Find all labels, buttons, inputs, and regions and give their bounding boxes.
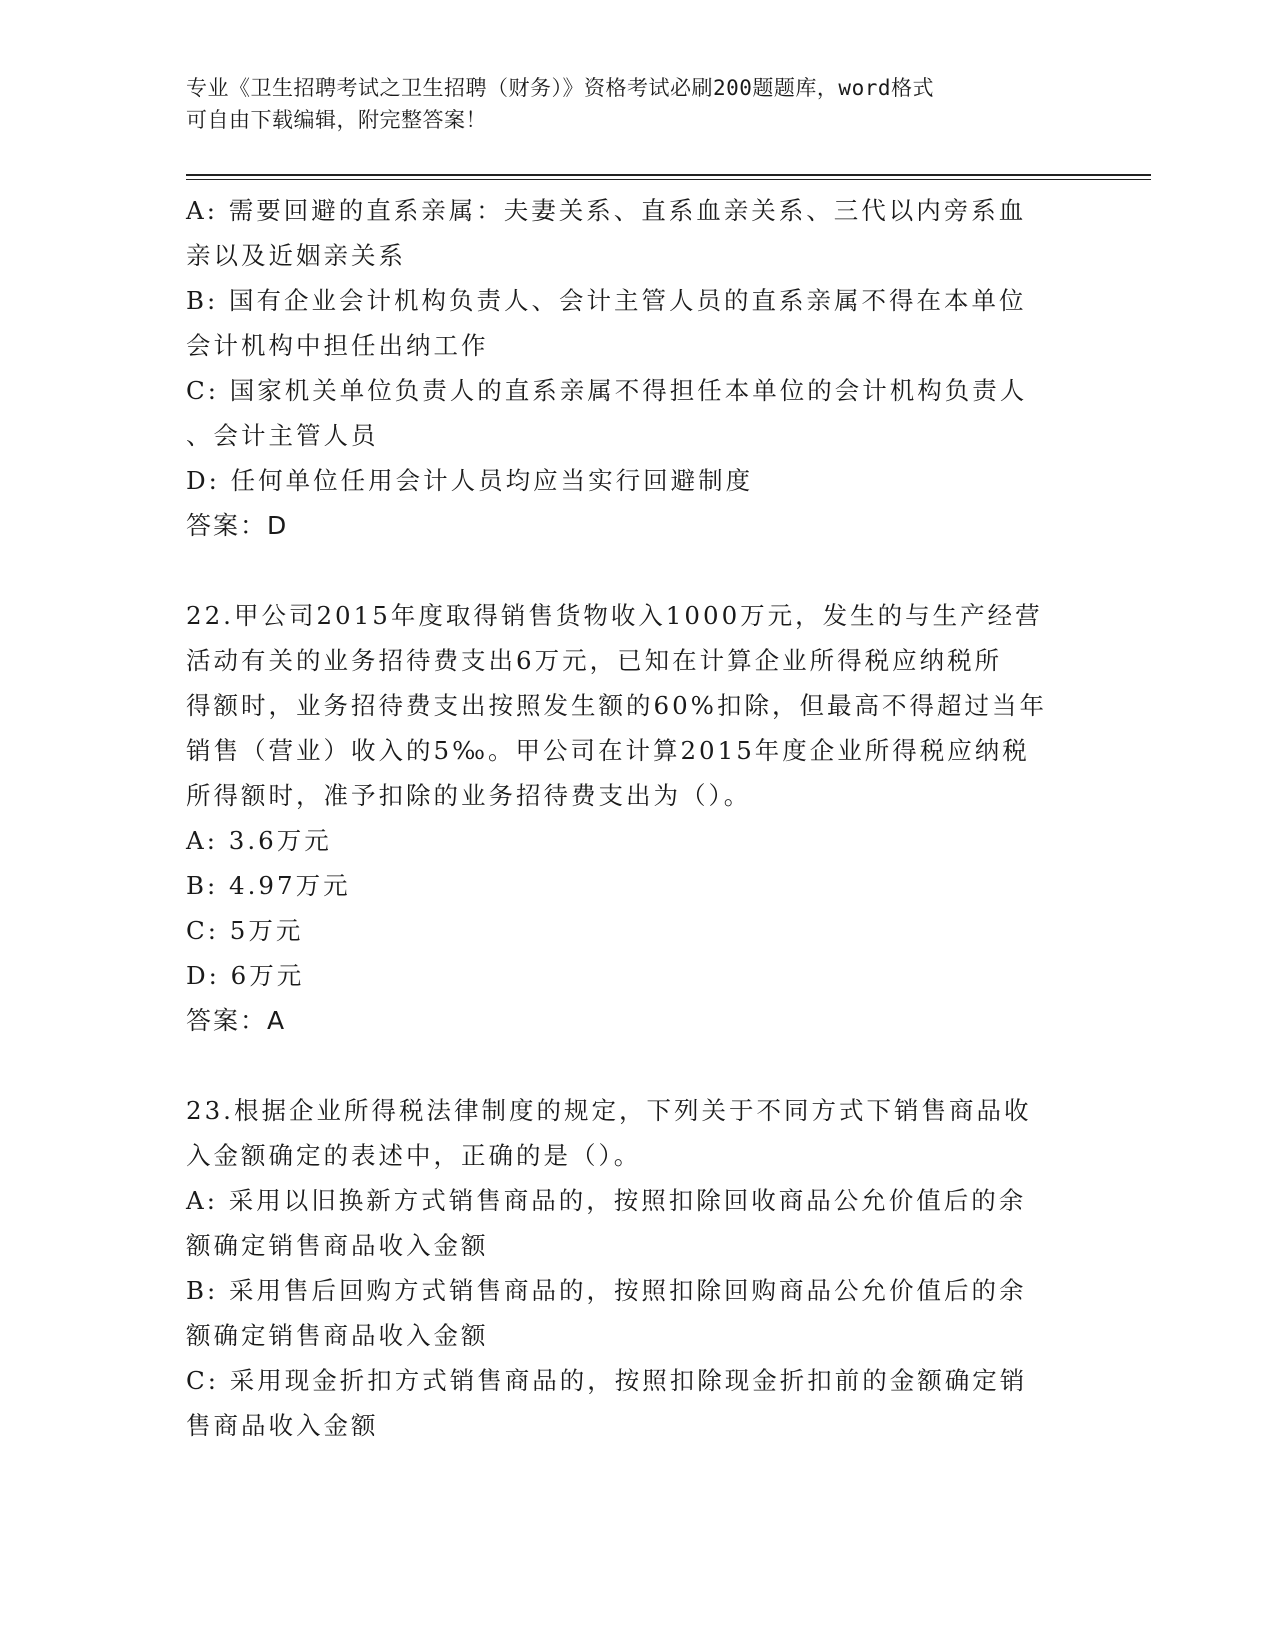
q22-option-d: D: 6万元 (186, 961, 305, 990)
q23-option-a-line-1: A: 采用以旧换新方式销售商品的，按照扣除回收商品公允价值后的余 (186, 1186, 1027, 1215)
q22-answer: 答案：A (186, 1006, 287, 1035)
q21-option-c-line-2: 、会计主管人员 (186, 421, 379, 450)
q22-stem-line-1: 22.甲公司2015年度取得销售货物收入1000万元，发生的与生产经营 (186, 601, 1043, 630)
q21-answer: 答案：D (186, 511, 289, 540)
q21-option-d: D: 任何单位任用会计人员均应当实行回避制度 (186, 466, 754, 495)
q22-stem-line-5: 所得额时，准予扣除的业务招待费支出为（）。 (186, 781, 752, 810)
header-title-line-2: 可自由下载编辑，附完整答案！ (186, 108, 487, 132)
page-header (186, 72, 1066, 136)
q22-option-c: C: 5万元 (186, 916, 304, 945)
spacer (186, 1043, 1086, 1088)
q22-stem-line-4: 销售（营业）收入的5‰。甲公司在计算2015年度企业所得税应纳税 (186, 736, 1030, 765)
q21-option-b-line-2: 会计机构中担任出纳工作 (186, 331, 489, 360)
header-divider (186, 174, 1151, 180)
q21-option-b-line-1: B: 国有企业会计机构负责人、会计主管人员的直系亲属不得在本单位 (186, 286, 1027, 315)
q22-stem-line-2: 活动有关的业务招待费支出6万元，已知在计算企业所得税应纳税所 (186, 646, 1003, 675)
q23-option-a-line-2: 额确定销售商品收入金额 (186, 1231, 489, 1260)
q23-stem-line-2: 入金额确定的表述中，正确的是（）。 (186, 1141, 642, 1170)
question-22-block (186, 593, 1086, 1043)
q22-option-b: B: 4.97万元 (186, 871, 351, 900)
q21-option-a-line-2: 亲以及近姻亲关系 (186, 241, 406, 270)
spacer (186, 548, 1086, 593)
q22-stem-line-3: 得额时，业务招待费支出按照发生额的60%扣除，但最高不得超过当年 (186, 691, 1047, 720)
q21-option-c-line-1: C: 国家机关单位负责人的直系亲属不得担任本单位的会计机构负责人 (186, 376, 1028, 405)
q22-option-a: A: 3.6万元 (186, 826, 332, 855)
question-23-block (186, 1088, 1086, 1448)
q23-option-c-line-2: 售商品收入金额 (186, 1411, 379, 1440)
q23-option-b-line-1: B: 采用售后回购方式销售商品的，按照扣除回购商品公允价值后的余 (186, 1276, 1027, 1305)
question-21-block (186, 188, 1086, 548)
question-content (186, 188, 1086, 1448)
q23-option-b-line-2: 额确定销售商品收入金额 (186, 1321, 489, 1350)
q23-stem-line-1: 23.根据企业所得税法律制度的规定，下列关于不同方式下销售商品收 (186, 1096, 1032, 1125)
q21-option-a-line-1: A: 需要回避的直系亲属：夫妻关系、直系血亲关系、三代以内旁系血 (186, 196, 1027, 225)
header-title-line-1: 专业《卫生招聘考试之卫生招聘（财务）》资格考试必刷200题题库，word格式 (186, 76, 934, 100)
q23-option-c-line-1: C: 采用现金折扣方式销售商品的，按照扣除现金折扣前的金额确定销 (186, 1366, 1028, 1395)
